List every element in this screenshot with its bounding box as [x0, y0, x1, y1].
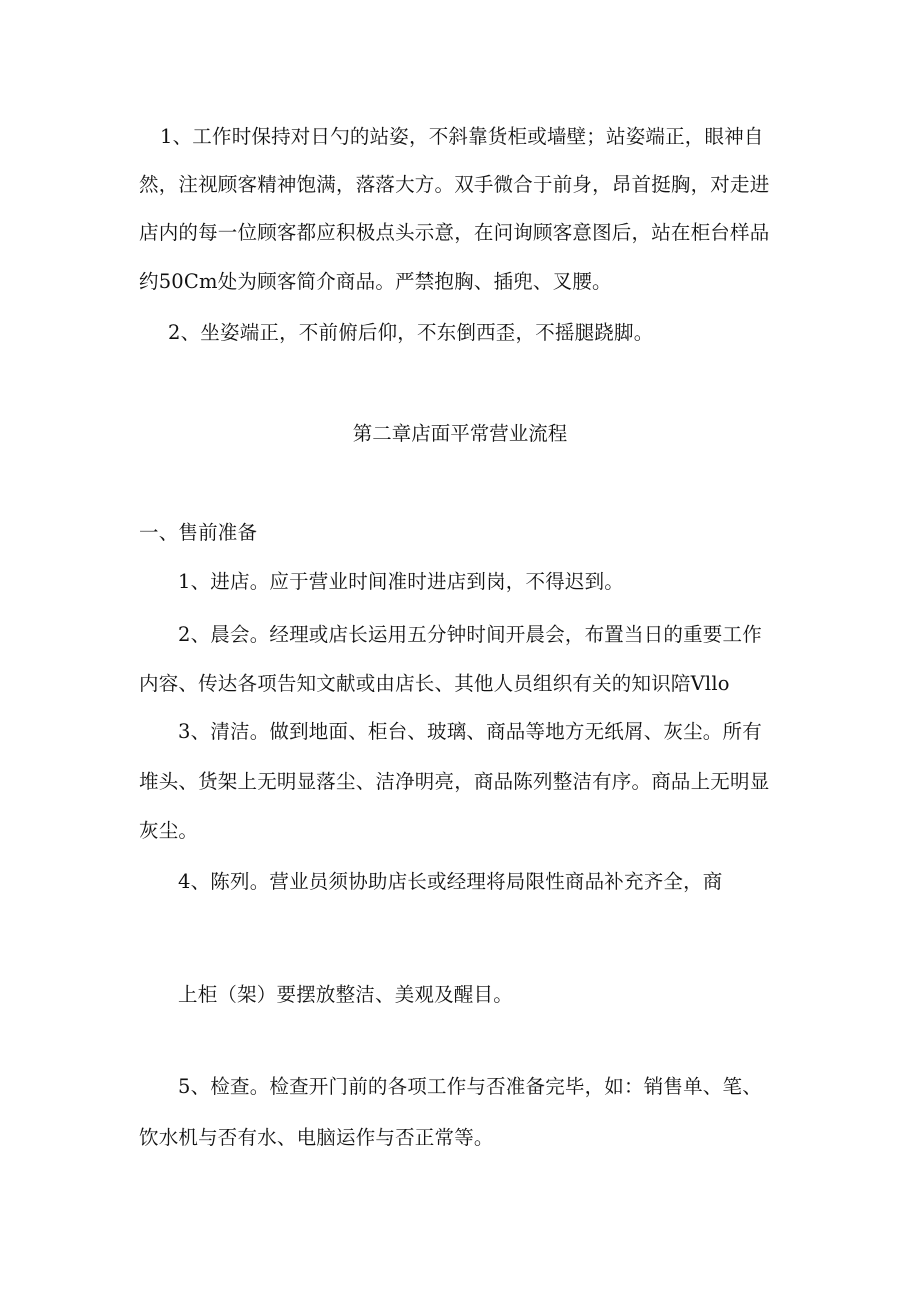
item4: 4、陈列。营业员须协助店长或经理将局限性商品补充齐全，商	[178, 870, 723, 893]
para1-line-4: 约50Cm处为顾客简介商品。严禁抱胸、插兜、叉腰。	[139, 270, 612, 293]
item3-line-1: 3、清洁。做到地面、柜台、玻璃、商品等地方无纸屑、灰尘。所有	[178, 720, 762, 743]
item5-line-1: 5、检查。检查开门前的各项工作与否准备完毕，如：销售单、笔、	[178, 1075, 762, 1098]
item2-line-2: 内容、传达各项告知文献或由店长、其他人员组织有关的知识陪Vllo	[139, 672, 730, 695]
item4-continuation: 上柜（架）要摆放整洁、美观及醒目。	[178, 983, 513, 1006]
item3-line-3: 灰尘。	[139, 819, 199, 842]
para1-line-3: 店内的每一位顾客都应积极点头示意，在问询顾客意图后，站在柜台样品	[139, 221, 770, 244]
para2: 2、坐姿端正，不前俯后仰，不东倒西歪，不摇腿跷脚。	[168, 321, 654, 344]
para1-line-2: 然，注视顾客精神饱满，落落大方。双手微合于前身，昂首挺胸，对走进	[139, 173, 770, 196]
item3-line-2: 堆头、货架上无明显落尘、洁净明亮，商品陈列整洁有序。商品上无明显	[139, 770, 770, 793]
item1: 1、进店。应于营业时间准时进店到岗，不得迟到。	[178, 570, 625, 593]
section-heading: 一、售前准备	[139, 521, 258, 544]
item5-line-2: 饮水机与否有水、电脑运作与否正常等。	[139, 1126, 494, 1149]
para1-line-1: 1、工作时保持对日勺的站姿，不斜靠货柜或墙壁；站姿端正，眼神自	[160, 125, 764, 148]
chapter-title: 第二章店面平常营业流程	[352, 422, 568, 445]
item2-line-1: 2、晨会。经理或店长运用五分钟时间开晨会，布置当日的重要工作	[178, 623, 762, 646]
